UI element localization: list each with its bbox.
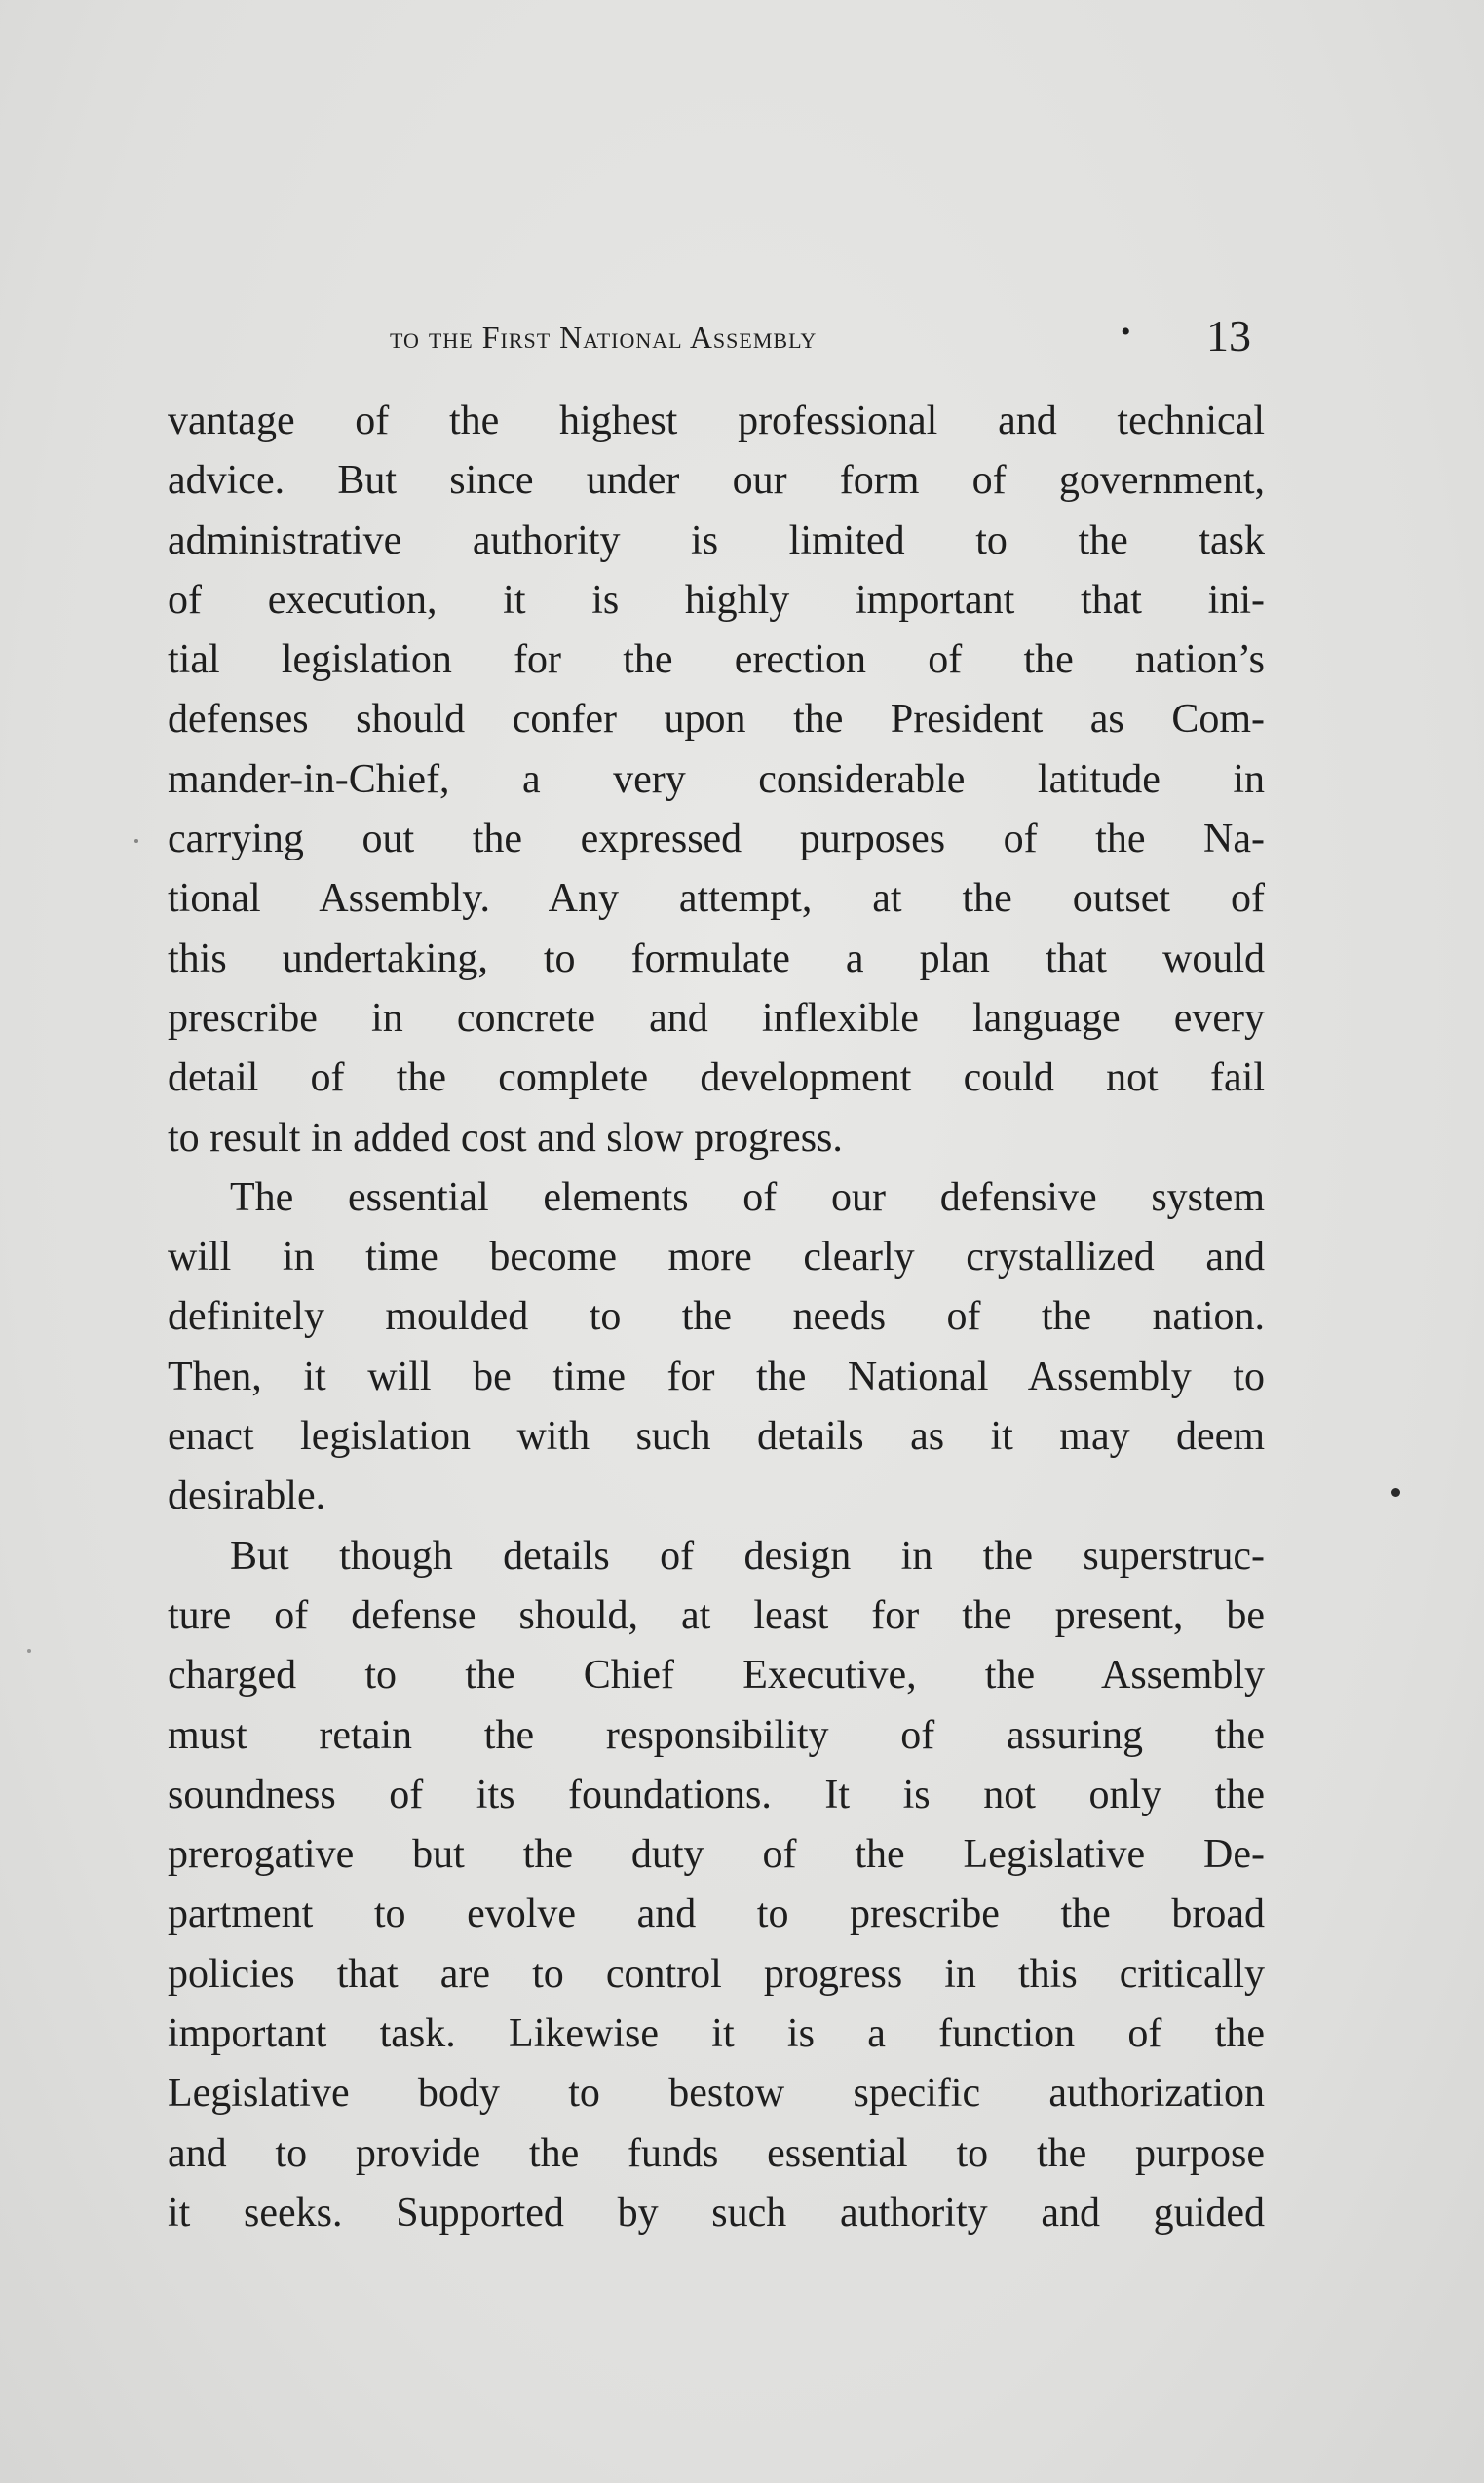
text-line: and to provide the funds essential to the purpose	[168, 2130, 1265, 2176]
ink-speck	[134, 839, 138, 843]
text-line: administrative authority is limited to the task	[168, 517, 1265, 563]
running-head: to the First National Assembly	[390, 320, 818, 355]
text-line: The essential elements of our defensive system	[230, 1174, 1265, 1220]
text-line: enact legislation with such details as it may deem	[168, 1414, 1265, 1460]
page-number: 13	[1206, 311, 1251, 361]
text-line: soundness of its foundations. It is not only the	[168, 1772, 1265, 1817]
ink-speck	[27, 1649, 31, 1653]
text-line: But though details of design in the superstruc-	[230, 1533, 1265, 1579]
text-line: vantage of the highest professional and technical	[168, 399, 1265, 443]
text-line: detail of the complete development could not fail	[168, 1055, 1265, 1101]
text-line: charged to the Chief Executive, the Assembly	[168, 1653, 1265, 1699]
text-line: tial legislation for the erection of the nation’s	[168, 637, 1265, 683]
text-line: policies that are to control progress in this critically	[168, 1951, 1265, 1997]
text-line: of execution, it is highly important that ini-	[168, 577, 1265, 623]
body-text	[168, 392, 1265, 2243]
text-line: prerogative but the duty of the Legislative De-	[168, 1832, 1265, 1878]
text-line: to result in added cost and slow progress.	[168, 1115, 843, 1161]
text-line: it seeks. Supported by such authority and guided	[168, 2190, 1265, 2235]
page-header	[390, 310, 1267, 368]
header-bullet-icon: •	[1121, 316, 1131, 348]
text-line: Legislative body to bestow specific authorization	[168, 2071, 1265, 2117]
text-line: carrying out the expressed purposes of the Na-	[168, 817, 1265, 862]
text-line: advice. But since under our form of government,	[168, 458, 1265, 504]
text-line: this undertaking, to formulate a plan that would	[168, 936, 1265, 981]
text-line: Then, it will be time for the National Assembly to	[168, 1354, 1265, 1399]
text-line: will in time become more clearly crystallized and	[168, 1235, 1265, 1280]
text-line: defenses should confer upon the President as Com-	[168, 697, 1265, 743]
text-line: important task. Likewise it is a function of the	[168, 2011, 1265, 2057]
text-line: definitely moulded to the needs of the nation.	[168, 1294, 1265, 1340]
ink-speck	[1391, 1488, 1400, 1497]
text-line: tional Assembly. Any attempt, at the outset of	[168, 876, 1265, 922]
text-line: partment to evolve and to prescribe the broad	[168, 1891, 1265, 1937]
text-line: mander-in-Chief, a very considerable latitude in	[168, 756, 1265, 802]
text-line: desirable.	[168, 1473, 326, 1519]
text-line: prescribe in concrete and inflexible language every	[168, 995, 1265, 1041]
text-line: ture of defense should, at least for the present, be	[168, 1592, 1265, 1638]
text-line: must retain the responsibility of assuring the	[168, 1712, 1265, 1758]
